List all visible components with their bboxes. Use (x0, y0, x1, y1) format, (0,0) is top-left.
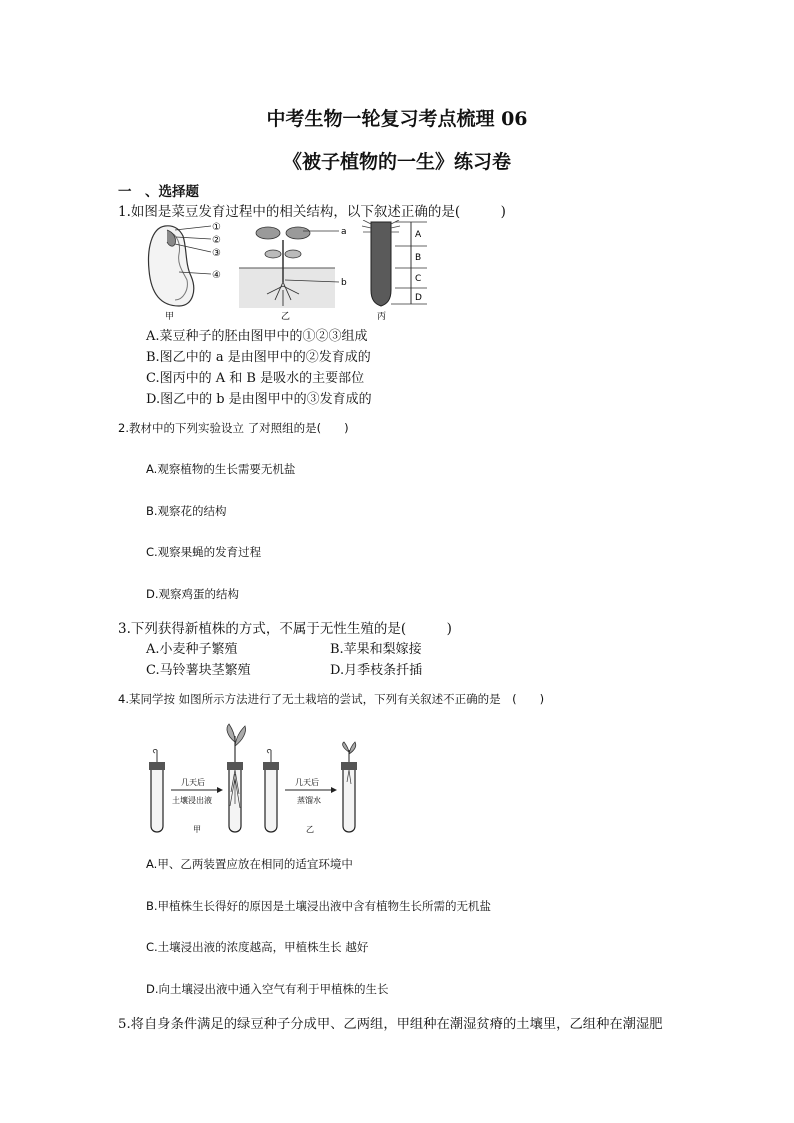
seed-diagram (149, 226, 211, 306)
question-2-option-a: A.观察植物的生长需要无机盐 (146, 462, 296, 476)
caption-yi: 乙 (281, 312, 291, 322)
bing-label-D: D (415, 293, 422, 303)
jia-label-4: ④ (212, 270, 221, 281)
tube-2 (227, 724, 246, 832)
question-4-option-c: C.土壤浸出液的浓度越高，甲植株生长 越好 (146, 940, 369, 954)
bing-label-A: A (415, 230, 422, 240)
caption-jia: 甲 (165, 312, 175, 322)
page-title: 中考生物一轮复习考点梳理 06 (266, 108, 528, 130)
question-3-option-a: A.小麦种子繁殖 (146, 642, 238, 657)
tube-3 (263, 749, 279, 832)
tube-4 (341, 742, 357, 832)
seedling-diagram (239, 227, 339, 308)
question-1-stem: 1.如图是菜豆发育过程中的相关结构，以下叙述正确的是( ) (118, 204, 506, 220)
arrow-2-bottom-label: 蒸馏水 (297, 796, 321, 805)
yi-label-b: b (341, 278, 347, 288)
question-2-option-c: C.观察果蝇的发育过程 (146, 545, 262, 559)
question-2-stem: 2.教材中的下列实验设立 了对照组的是( ) (118, 421, 349, 435)
caption-bing: 丙 (377, 312, 387, 322)
question-4-option-a: A.甲、乙两装置应放在相同的适宜环境中 (146, 857, 353, 871)
question-2-option-d: D.观察鸡蛋的结构 (146, 587, 240, 601)
question-2-option-b: B.观察花的结构 (146, 504, 227, 518)
question-3-option-d: D.月季枝条扦插 (330, 663, 423, 678)
arrow-1-top-label: 几天后 (181, 778, 205, 787)
question-3-option-b: B.苹果和梨嫁接 (330, 642, 422, 657)
caption-jia-4: 甲 (193, 825, 201, 834)
question-4-option-b: B.甲植株生长得好的原因是土壤浸出液中含有植物生长所需的无机盐 (146, 899, 492, 913)
jia-label-1: ① (212, 222, 221, 233)
question-5-stem: 5.将自身条件满足的绿豆种子分成甲、乙两组，甲组种在潮湿贫瘠的土壤里，乙组种在潮湿肥 (118, 1017, 663, 1032)
question-1-option-c: C.图丙中的 A 和 B 是吸水的主要部位 (146, 371, 365, 386)
caption-yi-4: 乙 (306, 825, 314, 834)
question-3-stem: 3.下列获得新植株的方式，不属于无性生殖的是( ) (118, 621, 452, 637)
arrow-1-bottom-label: 土壤浸出液 (172, 796, 212, 805)
yi-label-a: a (341, 227, 347, 237)
jia-label-2: ② (212, 235, 221, 246)
question-3-option-c: C.马铃薯块茎繁殖 (146, 663, 251, 678)
question-4-option-d: D.向土壤浸出液中通入空气有利于甲植株的生长 (146, 982, 389, 996)
question-1-option-b: B.图乙中的 a 是由图甲中的②发育成的 (146, 350, 371, 365)
bing-label-C: C (415, 274, 422, 284)
page-subtitle: 《被子植物的一生》练习卷 (282, 151, 511, 173)
question-4-stem: 4.某同学按 如图所示方法进行了无土栽培的尝试，下列有关叙述不正确的是 ( ) (118, 692, 545, 706)
question-1-option-a: A.菜豆种子的胚由图甲中的①②③组成 (146, 329, 368, 344)
bing-label-B: B (415, 253, 422, 263)
question-1-option-d: D.图乙中的 b 是由图甲中的③发育成的 (146, 392, 372, 407)
question-4-figure (143, 722, 363, 838)
arrow-2-top-label: 几天后 (295, 778, 319, 787)
jia-label-3: ③ (212, 248, 221, 259)
section-label: 一 、选择题 (118, 184, 199, 200)
tube-1 (149, 749, 165, 832)
question-1-figure (143, 220, 443, 322)
